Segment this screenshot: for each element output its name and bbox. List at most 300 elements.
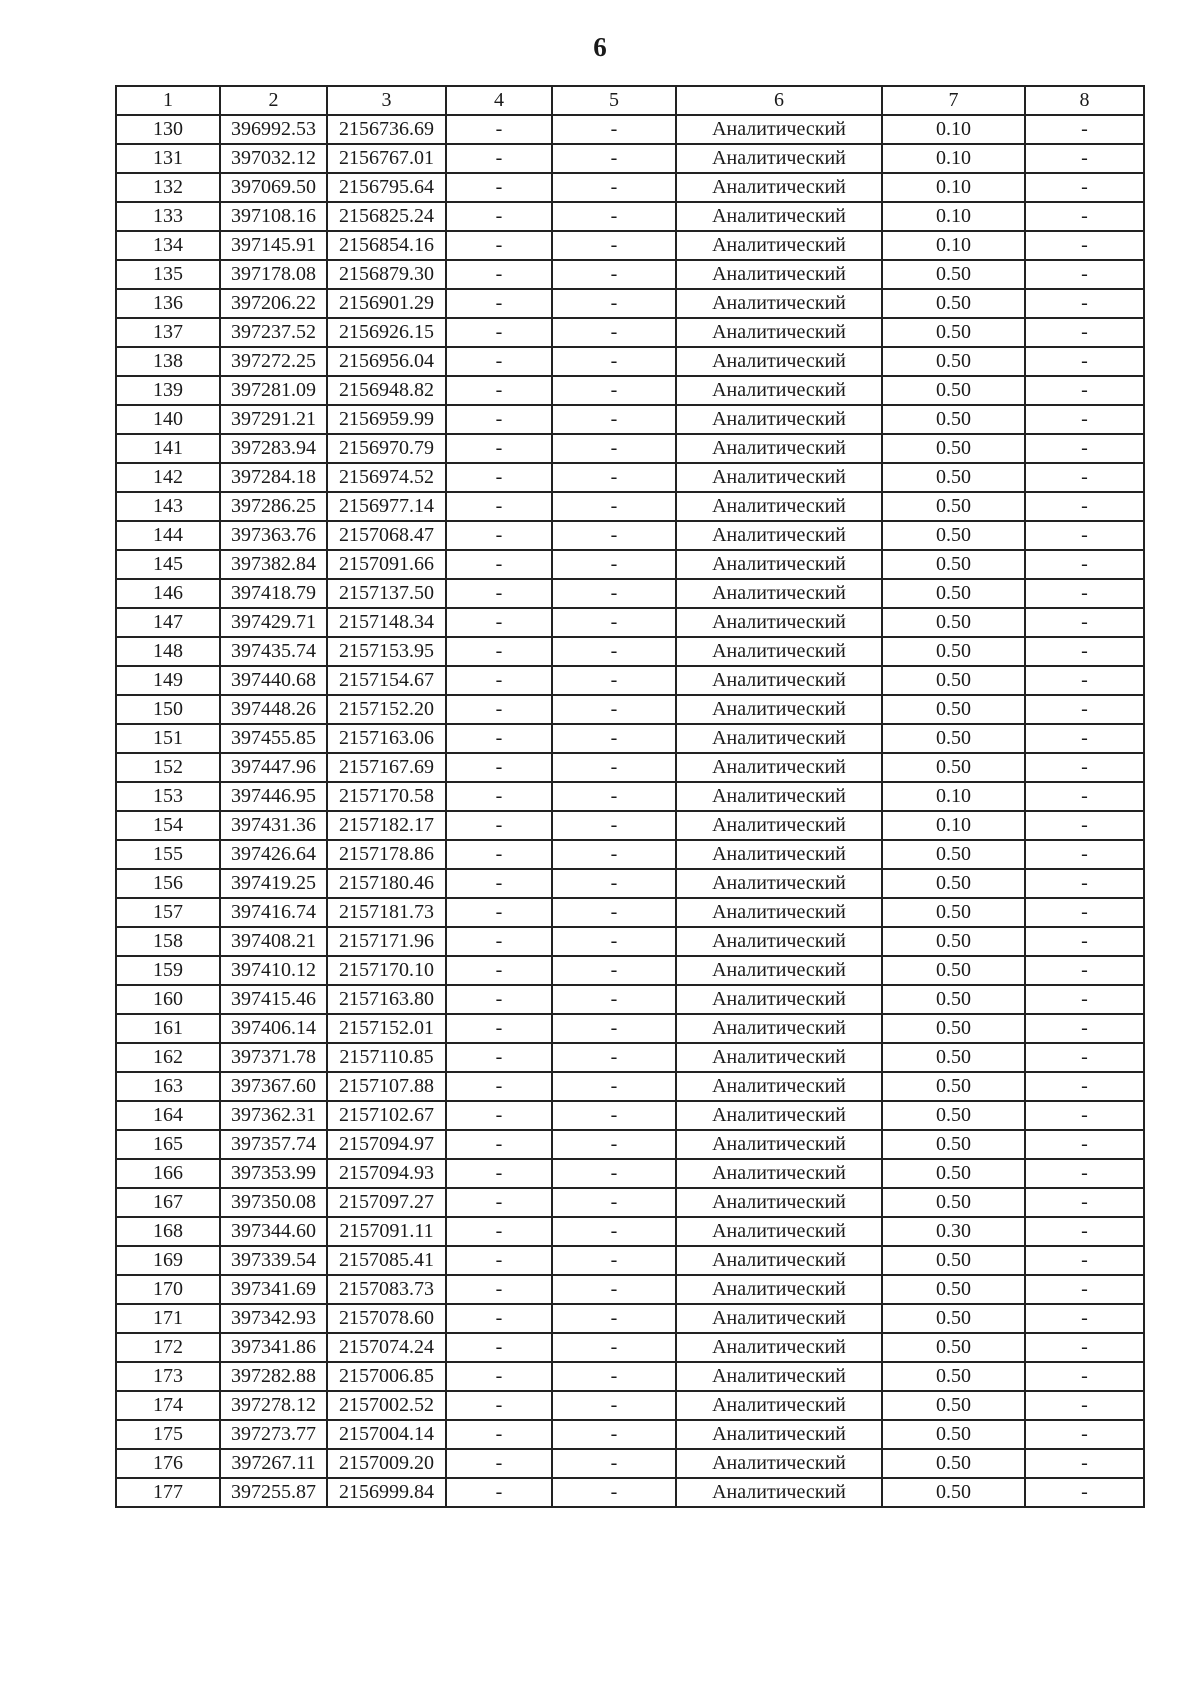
cell-coord-y: 2157137.50 (327, 579, 446, 608)
cell-col-8: - (1025, 347, 1144, 376)
cell-coord-x: 397237.52 (220, 318, 327, 347)
cell-col-8: - (1025, 492, 1144, 521)
cell-method: Аналитический (676, 1391, 882, 1420)
cell-accuracy: 0.50 (882, 608, 1025, 637)
cell-col-5: - (552, 1217, 676, 1246)
cell-method: Аналитический (676, 1159, 882, 1188)
cell-col-4: - (446, 1391, 552, 1420)
cell-col-4: - (446, 1014, 552, 1043)
cell-point-number: 163 (116, 1072, 220, 1101)
cell-method: Аналитический (676, 318, 882, 347)
cell-col-8: - (1025, 434, 1144, 463)
table-row (116, 956, 1144, 985)
cell-col-8: - (1025, 898, 1144, 927)
cell-coord-y: 2156970.79 (327, 434, 446, 463)
table-row (116, 1217, 1144, 1246)
cell-method: Аналитический (676, 550, 882, 579)
cell-col-5: - (552, 956, 676, 985)
cell-col-5: - (552, 115, 676, 144)
column-header-5: 5 (552, 86, 676, 115)
cell-method: Аналитический (676, 1014, 882, 1043)
cell-coord-y: 2156795.64 (327, 173, 446, 202)
cell-method: Аналитический (676, 405, 882, 434)
cell-coord-y: 2157004.14 (327, 1420, 446, 1449)
cell-col-8: - (1025, 260, 1144, 289)
cell-method: Аналитический (676, 579, 882, 608)
cell-col-5: - (552, 869, 676, 898)
cell-col-5: - (552, 695, 676, 724)
cell-coord-x: 397255.87 (220, 1478, 327, 1507)
cell-coord-y: 2157091.11 (327, 1217, 446, 1246)
table-row (116, 1101, 1144, 1130)
cell-col-5: - (552, 608, 676, 637)
cell-point-number: 172 (116, 1333, 220, 1362)
cell-accuracy: 0.50 (882, 1014, 1025, 1043)
cell-coord-y: 2157002.52 (327, 1391, 446, 1420)
cell-col-4: - (446, 231, 552, 260)
cell-col-8: - (1025, 956, 1144, 985)
cell-col-4: - (446, 666, 552, 695)
cell-coord-y: 2157152.01 (327, 1014, 446, 1043)
cell-col-4: - (446, 376, 552, 405)
table-row (116, 1130, 1144, 1159)
cell-col-4: - (446, 927, 552, 956)
cell-point-number: 164 (116, 1101, 220, 1130)
cell-method: Аналитический (676, 231, 882, 260)
cell-col-8: - (1025, 724, 1144, 753)
cell-accuracy: 0.50 (882, 1043, 1025, 1072)
cell-coord-x: 397267.11 (220, 1449, 327, 1478)
cell-method: Аналитический (676, 666, 882, 695)
cell-col-8: - (1025, 115, 1144, 144)
cell-accuracy: 0.10 (882, 115, 1025, 144)
cell-accuracy: 0.50 (882, 550, 1025, 579)
cell-col-5: - (552, 289, 676, 318)
cell-method: Аналитический (676, 1275, 882, 1304)
cell-col-4: - (446, 1449, 552, 1478)
cell-coord-x: 397291.21 (220, 405, 327, 434)
cell-method: Аналитический (676, 782, 882, 811)
cell-coord-x: 397418.79 (220, 579, 327, 608)
cell-col-8: - (1025, 1217, 1144, 1246)
cell-col-4: - (446, 434, 552, 463)
cell-col-4: - (446, 1130, 552, 1159)
cell-col-4: - (446, 782, 552, 811)
cell-point-number: 140 (116, 405, 220, 434)
cell-point-number: 174 (116, 1391, 220, 1420)
cell-col-5: - (552, 927, 676, 956)
cell-accuracy: 0.50 (882, 898, 1025, 927)
cell-col-5: - (552, 1275, 676, 1304)
cell-col-8: - (1025, 1101, 1144, 1130)
cell-col-5: - (552, 985, 676, 1014)
cell-coord-x: 397282.88 (220, 1362, 327, 1391)
cell-accuracy: 0.50 (882, 927, 1025, 956)
table-row (116, 550, 1144, 579)
cell-method: Аналитический (676, 434, 882, 463)
cell-method: Аналитический (676, 202, 882, 231)
cell-coord-x: 397283.94 (220, 434, 327, 463)
cell-coord-y: 2156977.14 (327, 492, 446, 521)
cell-col-5: - (552, 1333, 676, 1362)
cell-method: Аналитический (676, 608, 882, 637)
column-header-3: 3 (327, 86, 446, 115)
table-row (116, 608, 1144, 637)
cell-col-5: - (552, 898, 676, 927)
cell-method: Аналитический (676, 173, 882, 202)
cell-coord-x: 397178.08 (220, 260, 327, 289)
cell-col-4: - (446, 898, 552, 927)
cell-accuracy: 0.30 (882, 1217, 1025, 1246)
cell-point-number: 144 (116, 521, 220, 550)
cell-coord-y: 2157107.88 (327, 1072, 446, 1101)
cell-accuracy: 0.50 (882, 1449, 1025, 1478)
cell-col-5: - (552, 202, 676, 231)
cell-coord-y: 2157091.66 (327, 550, 446, 579)
cell-coord-x: 397341.69 (220, 1275, 327, 1304)
cell-method: Аналитический (676, 840, 882, 869)
cell-col-4: - (446, 1333, 552, 1362)
cell-col-8: - (1025, 1014, 1144, 1043)
cell-col-5: - (552, 1043, 676, 1072)
cell-point-number: 151 (116, 724, 220, 753)
cell-coord-y: 2157163.80 (327, 985, 446, 1014)
cell-point-number: 135 (116, 260, 220, 289)
cell-coord-y: 2157154.67 (327, 666, 446, 695)
cell-col-5: - (552, 347, 676, 376)
cell-accuracy: 0.50 (882, 376, 1025, 405)
cell-col-5: - (552, 463, 676, 492)
cell-col-8: - (1025, 144, 1144, 173)
cell-col-5: - (552, 579, 676, 608)
cell-coord-y: 2156974.52 (327, 463, 446, 492)
table-row (116, 173, 1144, 202)
cell-point-number: 158 (116, 927, 220, 956)
cell-coord-x: 397371.78 (220, 1043, 327, 1072)
cell-col-8: - (1025, 927, 1144, 956)
cell-coord-x: 397382.84 (220, 550, 327, 579)
cell-coord-x: 397284.18 (220, 463, 327, 492)
cell-accuracy: 0.50 (882, 869, 1025, 898)
cell-method: Аналитический (676, 347, 882, 376)
table-row (116, 318, 1144, 347)
cell-coord-y: 2156926.15 (327, 318, 446, 347)
cell-col-4: - (446, 550, 552, 579)
table-row (116, 1478, 1144, 1507)
cell-coord-x: 397419.25 (220, 869, 327, 898)
cell-col-4: - (446, 1362, 552, 1391)
cell-col-4: - (446, 115, 552, 144)
cell-col-5: - (552, 1159, 676, 1188)
cell-accuracy: 0.10 (882, 144, 1025, 173)
cell-accuracy: 0.50 (882, 1391, 1025, 1420)
table-row (116, 115, 1144, 144)
cell-col-5: - (552, 173, 676, 202)
cell-col-5: - (552, 637, 676, 666)
cell-accuracy: 0.50 (882, 956, 1025, 985)
cell-col-4: - (446, 695, 552, 724)
cell-method: Аналитический (676, 376, 882, 405)
cell-col-5: - (552, 492, 676, 521)
column-header-6: 6 (676, 86, 882, 115)
cell-col-5: - (552, 1478, 676, 1507)
table-row (116, 1188, 1144, 1217)
cell-col-5: - (552, 1362, 676, 1391)
cell-col-4: - (446, 1159, 552, 1188)
cell-col-8: - (1025, 231, 1144, 260)
cell-col-8: - (1025, 637, 1144, 666)
cell-accuracy: 0.50 (882, 1420, 1025, 1449)
table-row (116, 1275, 1144, 1304)
cell-point-number: 176 (116, 1449, 220, 1478)
cell-method: Аналитический (676, 260, 882, 289)
cell-method: Аналитический (676, 695, 882, 724)
table-row (116, 1333, 1144, 1362)
table-row (116, 1159, 1144, 1188)
cell-point-number: 162 (116, 1043, 220, 1072)
cell-coord-x: 397286.25 (220, 492, 327, 521)
cell-coord-x: 397363.76 (220, 521, 327, 550)
cell-col-4: - (446, 144, 552, 173)
table-row (116, 1043, 1144, 1072)
cell-point-number: 157 (116, 898, 220, 927)
cell-col-5: - (552, 521, 676, 550)
cell-col-8: - (1025, 666, 1144, 695)
cell-coord-y: 2157110.85 (327, 1043, 446, 1072)
cell-point-number: 132 (116, 173, 220, 202)
table-row (116, 231, 1144, 260)
cell-col-5: - (552, 318, 676, 347)
cell-col-5: - (552, 1188, 676, 1217)
cell-col-8: - (1025, 1159, 1144, 1188)
cell-col-5: - (552, 666, 676, 695)
cell-method: Аналитический (676, 869, 882, 898)
cell-point-number: 165 (116, 1130, 220, 1159)
cell-col-5: - (552, 1072, 676, 1101)
cell-accuracy: 0.50 (882, 1362, 1025, 1391)
cell-method: Аналитический (676, 1449, 882, 1478)
cell-col-5: - (552, 144, 676, 173)
table-row (116, 405, 1144, 434)
cell-coord-y: 2157102.67 (327, 1101, 446, 1130)
cell-coord-x: 397032.12 (220, 144, 327, 173)
cell-col-8: - (1025, 202, 1144, 231)
cell-col-5: - (552, 550, 676, 579)
table-row (116, 1362, 1144, 1391)
cell-coord-y: 2156825.24 (327, 202, 446, 231)
cell-point-number: 142 (116, 463, 220, 492)
cell-coord-y: 2157182.17 (327, 811, 446, 840)
cell-accuracy: 0.50 (882, 1275, 1025, 1304)
cell-point-number: 152 (116, 753, 220, 782)
cell-point-number: 160 (116, 985, 220, 1014)
cell-accuracy: 0.50 (882, 1246, 1025, 1275)
cell-col-8: - (1025, 550, 1144, 579)
cell-point-number: 161 (116, 1014, 220, 1043)
cell-coord-x: 397367.60 (220, 1072, 327, 1101)
cell-accuracy: 0.50 (882, 724, 1025, 753)
cell-col-5: - (552, 1304, 676, 1333)
cell-col-8: - (1025, 1420, 1144, 1449)
cell-coord-y: 2157170.10 (327, 956, 446, 985)
cell-coord-x: 397341.86 (220, 1333, 327, 1362)
cell-accuracy: 0.50 (882, 1188, 1025, 1217)
cell-accuracy: 0.50 (882, 1304, 1025, 1333)
cell-method: Аналитический (676, 492, 882, 521)
cell-coord-y: 2157148.34 (327, 608, 446, 637)
cell-col-5: - (552, 1449, 676, 1478)
cell-method: Аналитический (676, 521, 882, 550)
cell-method: Аналитический (676, 1246, 882, 1275)
cell-coord-y: 2157170.58 (327, 782, 446, 811)
cell-coord-x: 397440.68 (220, 666, 327, 695)
table-row (116, 1420, 1144, 1449)
table-row (116, 202, 1144, 231)
cell-point-number: 131 (116, 144, 220, 173)
column-header-1: 1 (116, 86, 220, 115)
cell-coord-y: 2157178.86 (327, 840, 446, 869)
cell-col-5: - (552, 1420, 676, 1449)
cell-point-number: 138 (116, 347, 220, 376)
cell-col-4: - (446, 1217, 552, 1246)
cell-col-5: - (552, 1014, 676, 1043)
table-header-row (116, 86, 1144, 115)
cell-accuracy: 0.50 (882, 985, 1025, 1014)
cell-coord-y: 2156959.99 (327, 405, 446, 434)
cell-method: Аналитический (676, 1420, 882, 1449)
cell-coord-x: 397145.91 (220, 231, 327, 260)
cell-coord-x: 397447.96 (220, 753, 327, 782)
cell-coord-x: 397353.99 (220, 1159, 327, 1188)
cell-accuracy: 0.50 (882, 1333, 1025, 1362)
table-row (116, 985, 1144, 1014)
cell-col-4: - (446, 1101, 552, 1130)
cell-point-number: 171 (116, 1304, 220, 1333)
cell-col-4: - (446, 405, 552, 434)
cell-method: Аналитический (676, 753, 882, 782)
cell-accuracy: 0.10 (882, 782, 1025, 811)
cell-accuracy: 0.50 (882, 579, 1025, 608)
cell-coord-x: 397357.74 (220, 1130, 327, 1159)
table-row (116, 666, 1144, 695)
cell-col-5: - (552, 405, 676, 434)
cell-coord-x: 397410.12 (220, 956, 327, 985)
cell-col-8: - (1025, 608, 1144, 637)
cell-col-4: - (446, 1043, 552, 1072)
cell-col-5: - (552, 1246, 676, 1275)
cell-col-4: - (446, 956, 552, 985)
cell-col-4: - (446, 637, 552, 666)
cell-accuracy: 0.50 (882, 405, 1025, 434)
cell-coord-x: 397416.74 (220, 898, 327, 927)
cell-point-number: 143 (116, 492, 220, 521)
table-row (116, 144, 1144, 173)
cell-col-8: - (1025, 869, 1144, 898)
cell-coord-y: 2157180.46 (327, 869, 446, 898)
cell-point-number: 153 (116, 782, 220, 811)
cell-coord-x: 397455.85 (220, 724, 327, 753)
cell-point-number: 133 (116, 202, 220, 231)
table-row (116, 289, 1144, 318)
cell-col-4: - (446, 492, 552, 521)
cell-method: Аналитический (676, 144, 882, 173)
cell-coord-x: 397350.08 (220, 1188, 327, 1217)
cell-col-4: - (446, 347, 552, 376)
cell-col-4: - (446, 1275, 552, 1304)
table-row (116, 840, 1144, 869)
cell-coord-x: 397272.25 (220, 347, 327, 376)
cell-coord-y: 2157171.96 (327, 927, 446, 956)
cell-method: Аналитический (676, 956, 882, 985)
cell-coord-y: 2157097.27 (327, 1188, 446, 1217)
cell-col-5: - (552, 1391, 676, 1420)
cell-accuracy: 0.50 (882, 666, 1025, 695)
cell-point-number: 170 (116, 1275, 220, 1304)
table-row (116, 1072, 1144, 1101)
cell-method: Аналитический (676, 1304, 882, 1333)
cell-coord-x: 397278.12 (220, 1391, 327, 1420)
cell-col-8: - (1025, 782, 1144, 811)
cell-coord-y: 2156767.01 (327, 144, 446, 173)
cell-point-number: 136 (116, 289, 220, 318)
cell-coord-x: 397415.46 (220, 985, 327, 1014)
cell-accuracy: 0.50 (882, 1101, 1025, 1130)
cell-accuracy: 0.50 (882, 492, 1025, 521)
cell-coord-y: 2156956.04 (327, 347, 446, 376)
cell-col-5: - (552, 434, 676, 463)
cell-accuracy: 0.50 (882, 260, 1025, 289)
table-row (116, 347, 1144, 376)
cell-col-4: - (446, 202, 552, 231)
cell-point-number: 177 (116, 1478, 220, 1507)
table-row (116, 260, 1144, 289)
cell-coord-x: 397069.50 (220, 173, 327, 202)
cell-accuracy: 0.50 (882, 318, 1025, 347)
cell-coord-x: 397408.21 (220, 927, 327, 956)
cell-coord-x: 397448.26 (220, 695, 327, 724)
cell-col-4: - (446, 521, 552, 550)
table-row (116, 898, 1144, 927)
cell-col-8: - (1025, 695, 1144, 724)
cell-point-number: 134 (116, 231, 220, 260)
cell-col-4: - (446, 811, 552, 840)
cell-accuracy: 0.50 (882, 1072, 1025, 1101)
cell-method: Аналитический (676, 1101, 882, 1130)
cell-col-8: - (1025, 1333, 1144, 1362)
cell-point-number: 147 (116, 608, 220, 637)
cell-col-8: - (1025, 811, 1144, 840)
cell-col-8: - (1025, 985, 1144, 1014)
cell-col-4: - (446, 1246, 552, 1275)
table-row (116, 782, 1144, 811)
table-row (116, 521, 1144, 550)
table-body (116, 115, 1144, 1507)
cell-point-number: 145 (116, 550, 220, 579)
cell-point-number: 175 (116, 1420, 220, 1449)
cell-col-8: - (1025, 1275, 1144, 1304)
cell-col-8: - (1025, 1362, 1144, 1391)
cell-coord-x: 397339.54 (220, 1246, 327, 1275)
table-row (116, 927, 1144, 956)
cell-point-number: 150 (116, 695, 220, 724)
cell-coord-x: 396992.53 (220, 115, 327, 144)
cell-col-5: - (552, 231, 676, 260)
cell-method: Аналитический (676, 1130, 882, 1159)
cell-col-5: - (552, 260, 676, 289)
cell-col-5: - (552, 753, 676, 782)
cell-coord-x: 397344.60 (220, 1217, 327, 1246)
column-header-4: 4 (446, 86, 552, 115)
